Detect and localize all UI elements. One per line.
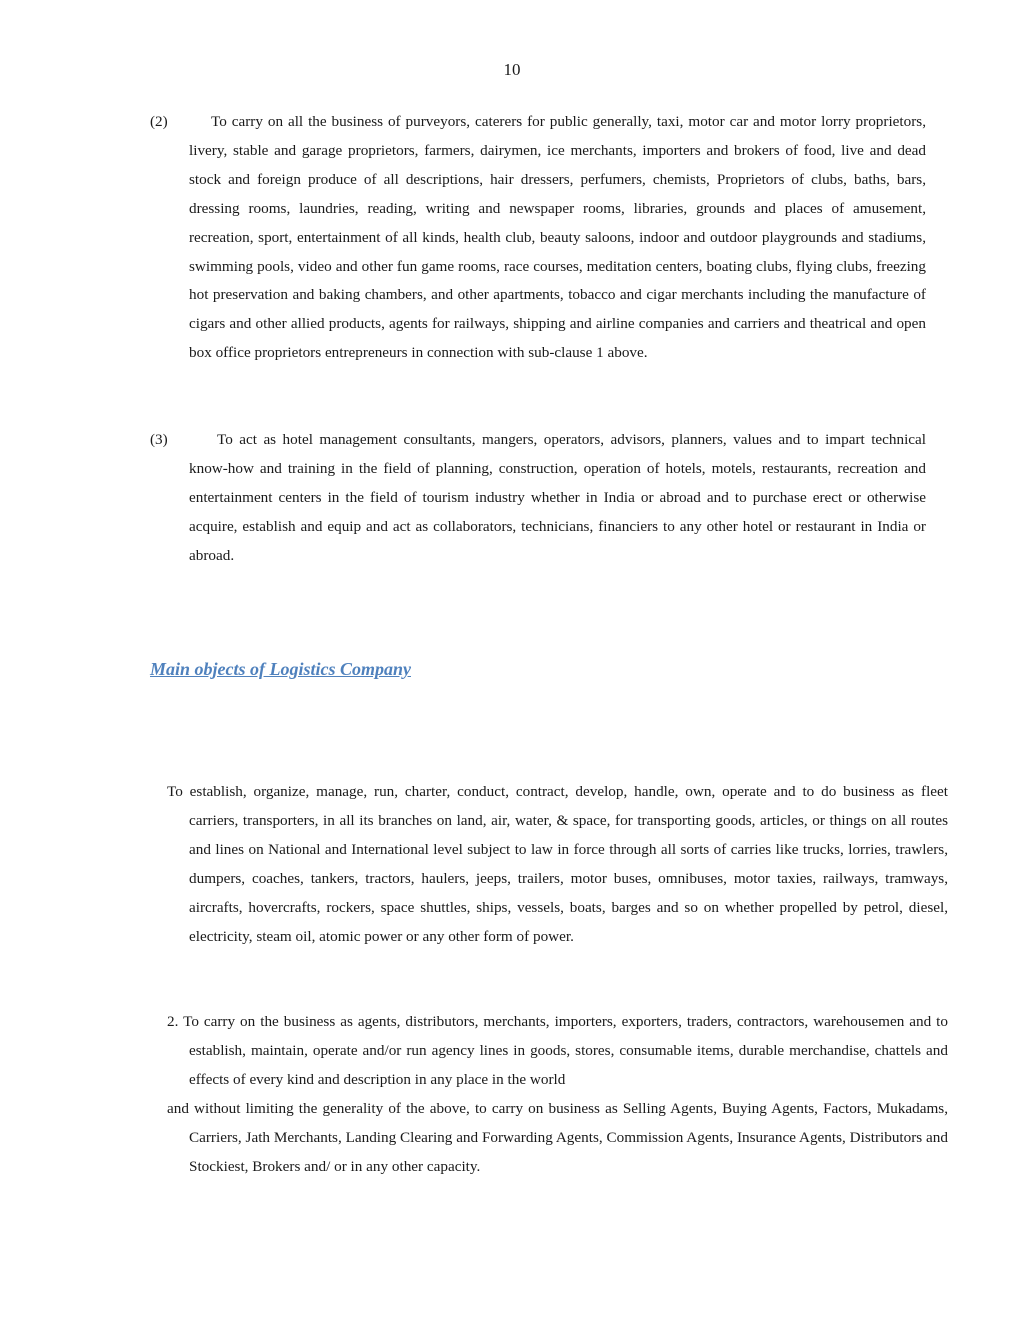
clause-text: To act as hotel management consultants, mangers, operators, advisors, planners, values and to impart technical know-how and training in the field of planning, construction, operation of hotels, motels, restaurants, recreation and entertainment centers in the field of tourism industry whether in India or abroad and to purchase erect or otherwise acquire, establish and equip and act as collaborators, technicians, financiers to any other hotel or restaurant in India or abroad. <box>189 431 926 564</box>
clause-text: To carry on all the business of purveyors, caterers for public generally, taxi, motor car and motor lorry proprietors, livery, stable and garage proprietors, farmers, dairymen, ice merchants, importers and brokers of food, live and dead stock and foreign produce of all descriptions, hair dressers, perfumers, chemists, Proprietors of clubs, baths, bars, dressing rooms, laundries, reading, writing and newspaper rooms, libraries, grounds and places of amusement, recreation, sport, entertainment of all kinds, health club, beauty saloons, indoor and outdoor playgrounds and stadiums, swimming pools, video and other fun game rooms, race courses, meditation centers, boating clubs, flying clubs, freezing hot preservation and baking chambers, and other apartments, tobacco and cigar merchants including the manufacture of cigars and other allied products, agents for railways, shipping and airline companies and carriers and theatrical and open box office proprietors entrepreneurs in connection with sub-clause 1 above. <box>189 113 926 362</box>
logistics-paragraph-1: To establish, organize, manage, run, charter, conduct, contract, develop, handle, own, operate and to do business as fleet carriers, transporters, in all its branches on land, air, water, & space, for transporting goods, articles, or things on all routes and lines on National and International level subject to law in force through all sorts of carries like trucks, lorries, trawlers, dumpers, coaches, tankers, tractors, haulers, jeeps, trailers, motor buses, omnibuses, motor taxies, railways, tramways, aircrafts, hovercrafts, rockers, space shuttles, ships, vessels, boats, barges and so on whether propelled by petrol, diesel, electricity, steam oil, atomic power or any other form of power. <box>167 783 948 945</box>
clause-2 <box>150 108 926 368</box>
clause-marker: (2) <box>150 113 168 130</box>
clause-marker: (3) <box>150 431 168 448</box>
logistics-paragraph-2-continued: and without limiting the generality of the above, to carry on business as Selling Agents, Buying Agents, Factors, Mukadams, Carriers, Jath Merchants, Landing Clearing and Forwarding Agents, Commission Agents, Insurance Agents, Distributors and Stockiest, Brokers and/ or in any other capacity. <box>167 1100 948 1175</box>
logistics-paragraph-2: 2. To carry on the business as agents, distributors, merchants, importers, exporters, traders, contractors, warehousemen and to establish, maintain, operate and/or run agency lines in goods, stores, consumable items, durable merchandise, chattels and effects of every kind and description in any place in the world <box>167 1013 948 1088</box>
page-number: 10 <box>503 60 521 79</box>
section-heading: Main objects of Logistics Company <box>150 659 411 679</box>
clause-3 <box>150 426 926 571</box>
